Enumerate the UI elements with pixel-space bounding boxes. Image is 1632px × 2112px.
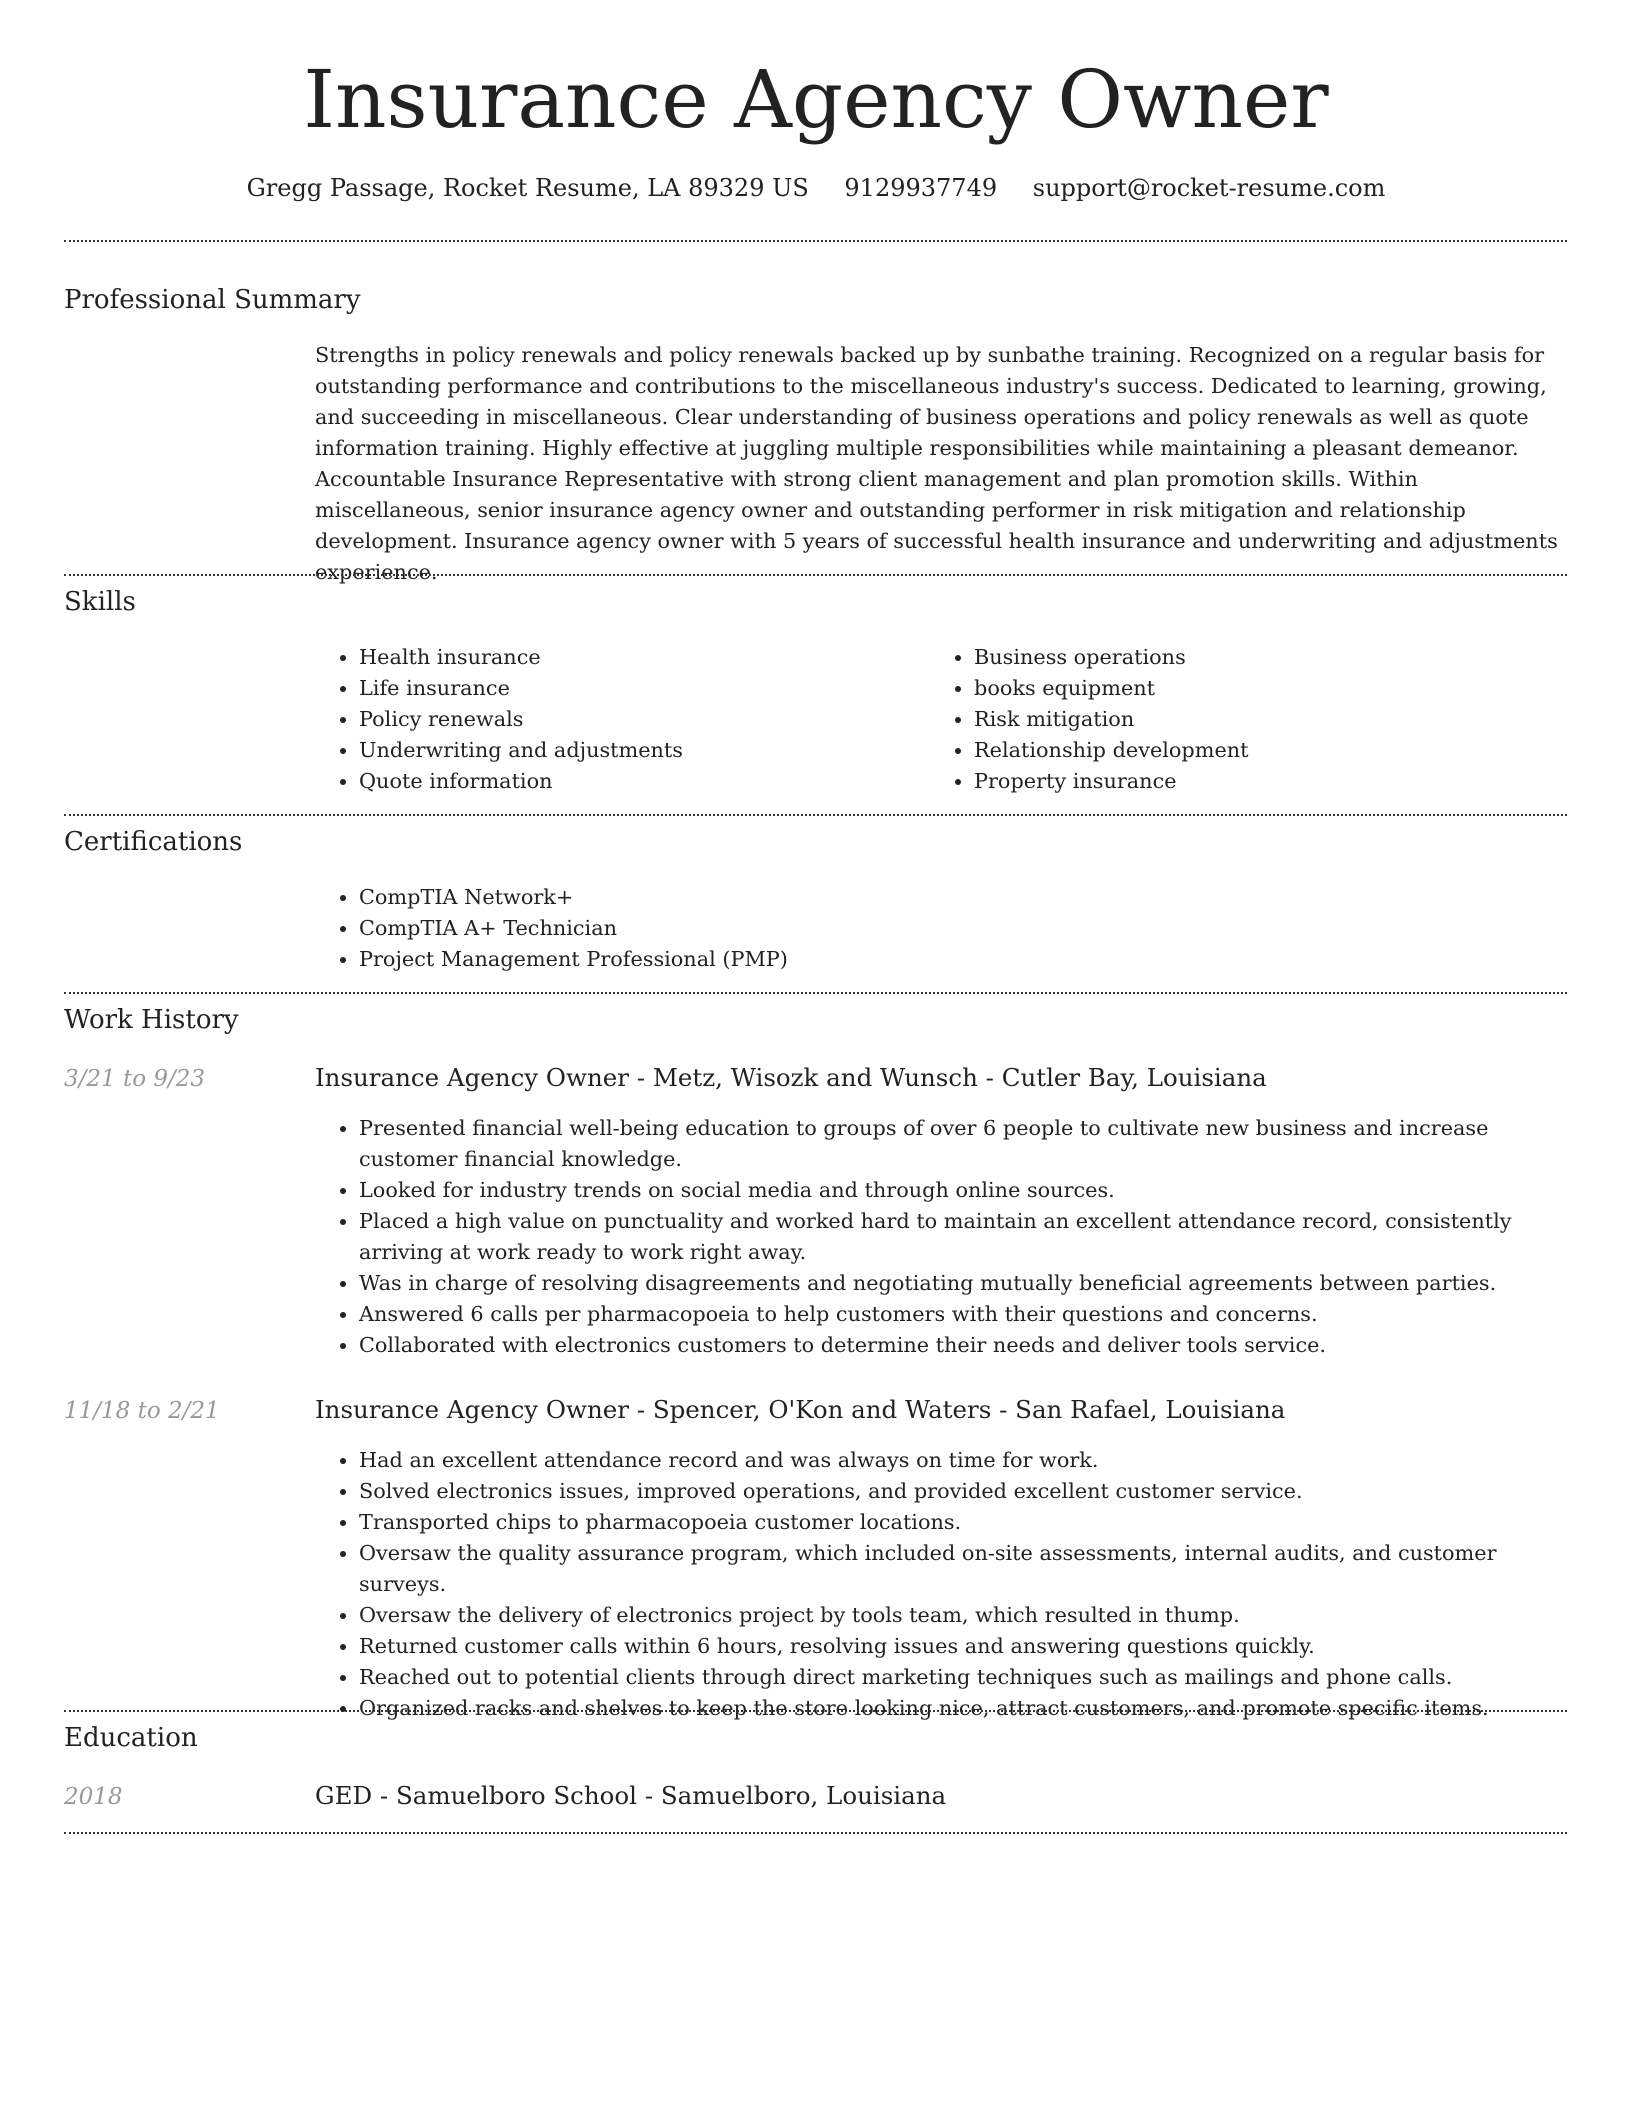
divider xyxy=(64,814,1567,816)
education-heading: GED - Samuelboro School - Samuelboro, Louisiana xyxy=(315,1781,947,1810)
job-bullet: • Reached out to potential clients through direct marketing techniques such as mailings and phone calls. xyxy=(359,1662,1565,1693)
education-year: 2018 xyxy=(64,1784,123,1810)
job-dates: 11/18 to 2/21 xyxy=(64,1398,220,1424)
section-title-work-history: Work History xyxy=(64,1005,239,1035)
section-title-summary: Professional Summary xyxy=(64,285,361,315)
certifications-list xyxy=(315,882,1215,975)
contact-email: support@rocket-resume.com xyxy=(1032,174,1386,202)
job-bullet: • Solved electronics issues, improved operations, and provided excellent customer service. xyxy=(359,1476,1565,1507)
skill-item: • Policy renewals xyxy=(359,704,915,735)
skill-item: • Underwriting and adjustments xyxy=(359,735,915,766)
divider xyxy=(64,1710,1567,1712)
resume-name: Insurance Agency Owner xyxy=(303,53,1329,146)
job-bullet: • Had an excellent attendance record and was always on time for work. xyxy=(359,1445,1565,1476)
divider xyxy=(64,1832,1567,1834)
skills-column-left xyxy=(315,642,915,797)
skill-item: • Business operations xyxy=(974,642,1530,673)
job-heading: Insurance Agency Owner - Metz, Wisozk and Wunsch - Cutler Bay, Louisiana xyxy=(315,1063,1267,1092)
job-bullet: • Presented financial well-being education to groups of over 6 people to cultivate new business and increase customer financial knowledge. xyxy=(359,1113,1565,1175)
contact-line xyxy=(0,172,1632,204)
skill-item: • Relationship development xyxy=(974,735,1530,766)
job-bullet: • Transported chips to pharmacopoeia customer locations. xyxy=(359,1507,1565,1538)
skill-item: • Life insurance xyxy=(359,673,915,704)
divider xyxy=(64,240,1567,242)
job-bullet: • Placed a high value on punctuality and worked hard to maintain an excellent attendance record, consistently arriving at work ready to work right away. xyxy=(359,1206,1565,1268)
certification-item: • Project Management Professional (PMP) xyxy=(359,944,1215,975)
certification-item: • CompTIA A+ Technician xyxy=(359,913,1215,944)
divider xyxy=(64,574,1567,576)
contact-address: Gregg Passage, Rocket Resume, LA 89329 US xyxy=(246,174,809,202)
job-bullet: • Was in charge of resolving disagreements and negotiating mutually beneficial agreements between parties. xyxy=(359,1268,1565,1299)
section-title-certifications: Certifications xyxy=(64,827,243,857)
section-title-education: Education xyxy=(64,1723,198,1753)
job-bullet: • Looked for industry trends on social media and through online sources. xyxy=(359,1175,1565,1206)
job-bullet: • Oversaw the quality assurance program, which included on-site assessments, internal audits, and customer surveys. xyxy=(359,1538,1565,1600)
job-bullet: • Collaborated with electronics customers to determine their needs and deliver tools service. xyxy=(359,1330,1565,1361)
job-heading: Insurance Agency Owner - Spencer, O'Kon and Waters - San Rafael, Louisiana xyxy=(315,1395,1286,1424)
section-title-skills: Skills xyxy=(64,587,136,617)
job-bullet: • Returned customer calls within 6 hours, resolving issues and answering questions quickly. xyxy=(359,1631,1565,1662)
skills-column-right xyxy=(930,642,1530,797)
skill-item: • Risk mitigation xyxy=(974,704,1530,735)
skill-item: • Quote information xyxy=(359,766,915,797)
skill-item: • Health insurance xyxy=(359,642,915,673)
summary-text: Strengths in policy renewals and policy renewals backed up by sunbathe training. Recognized on a regular basis for outstanding performance and contributions to the miscellaneous industry's success. Dedicated to learning, growing, and succeeding in miscellaneous. Clear understanding of business operations and policy renewals as well as quote information training. Highly effective at juggling multiple responsibilities while maintaining a pleasant demeanor. Accountable Insurance Representative with strong client management and plan promotion skills. Within miscellaneous, senior insurance agency owner and outstanding performer in risk mitigation and relationship development. Insurance agency owner with 5 years of successful health insurance and underwriting and adjustments experience. xyxy=(315,343,1558,584)
certification-item: • CompTIA Network+ xyxy=(359,882,1215,913)
job-bullet: • Oversaw the delivery of electronics project by tools team, which resulted in thump. xyxy=(359,1600,1565,1631)
job-dates: 3/21 to 9/23 xyxy=(64,1066,206,1092)
skill-item: • books equipment xyxy=(974,673,1530,704)
divider xyxy=(64,992,1567,994)
job-bullet: • Answered 6 calls per pharmacopoeia to help customers with their questions and concerns. xyxy=(359,1299,1565,1330)
contact-phone: 9129937749 xyxy=(844,174,998,202)
skill-item: • Property insurance xyxy=(974,766,1530,797)
job-bullets xyxy=(315,1113,1565,1361)
job-bullets xyxy=(315,1445,1565,1724)
job-bullet: • Organized racks and shelves to keep the store looking nice, attract customers, and promote specific items. xyxy=(359,1693,1565,1724)
